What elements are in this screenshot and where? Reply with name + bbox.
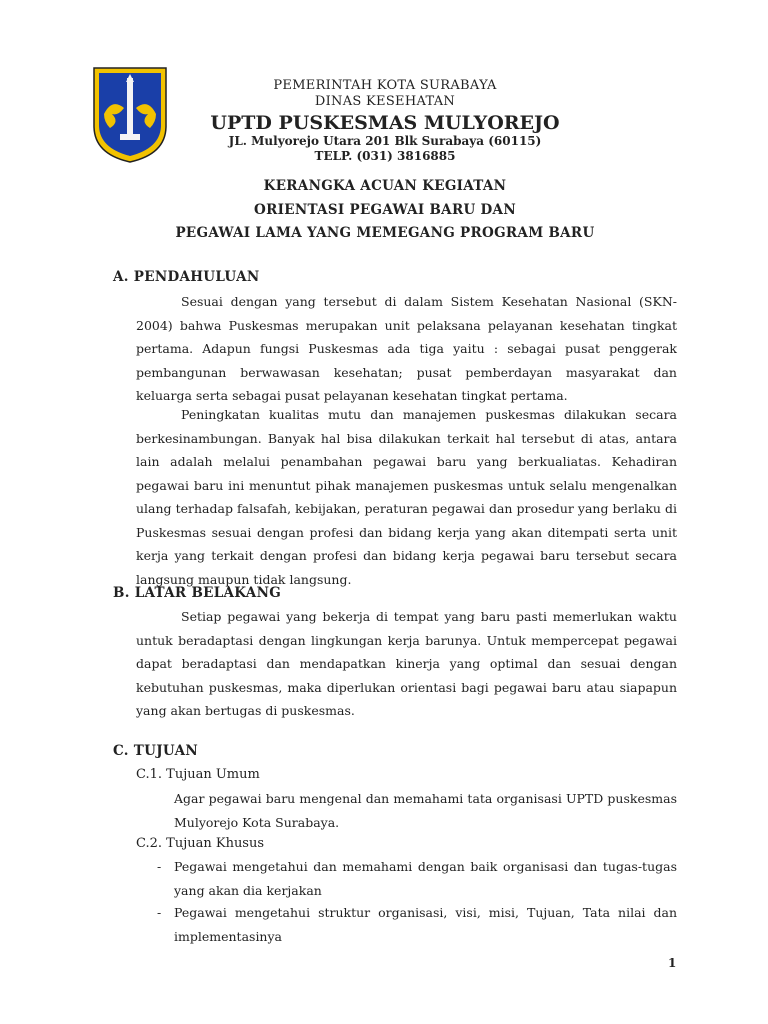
header-institution: UPTD PUSKESMAS MULYOREJO [210,112,560,134]
list-item-text: Pegawai mengetahui dan memahami dengan baik organisasi dan tugas-tugas yang akan dia kerjakan [174,859,677,898]
section-c1-label: C.1. Tujuan Umum [136,767,260,782]
list-item [157,901,677,948]
header-government: PEMERINTAH KOTA SURABAYA [273,78,497,93]
document-title-line3: PEGAWAI LAMA YANG MEMEGANG PROGRAM BARU [175,225,595,241]
list-item [157,855,677,902]
document-title-line1: KERANGKA ACUAN KEGIATAN [263,178,507,194]
surabaya-emblem-logo [90,64,170,164]
section-b-heading: B. LATAR BELAKANG [113,585,282,601]
document-title-line2: ORIENTASI PEGAWAI BARU DAN [254,202,516,218]
bullet-dash: - [157,905,162,920]
header-phone: TELP. (031) 3816885 [314,149,456,163]
page-number: 1 [668,956,677,970]
section-b-paragraph-1: Setiap pegawai yang bekerja di tempat yang baru pasti memerlukan waktu untuk beradaptasi dengan lingkungan kerja barunya. Untuk mempercepat pegawai dapat beradaptasi dan mendapatkan kinerja yang optimal dan sesuai dengan kebutuhan puskesmas, maka diperlukan orientasi bagi pegawai baru atau siapapun yang akan bertugas di puskesmas. [136,609,677,718]
letterhead [200,78,570,164]
header-department: DINAS KESEHATAN [314,94,456,109]
list-item-text: Pegawai mengetahui struktur organisasi, visi, misi, Tujuan, Tata nilai dan implementasinya [174,905,677,944]
section-c-heading: C. TUJUAN [113,743,198,759]
section-c2-label: C.2. Tujuan Khusus [136,836,265,851]
section-c1-text: Agar pegawai baru mengenal dan memahami tata organisasi UPTD puskesmas Mulyorejo Kota Surabaya. [174,791,677,830]
bullet-dash: - [157,859,162,874]
section-a-paragraph-2: Peningkatan kualitas mutu dan manajemen puskesmas dilakukan secara berkesinambungan. Banyak hal bisa dilakukan terkait hal tersebut di atas, antara lain adalah melalui penambahan pegawai baru yang berkualiatas. Kehadiran pegawai baru ini menuntut pihak manajemen puskesmas untuk selalu mengenalkan ulang terhadap falsafah, kebijakan, peraturan pegawai dan prosedur yang berlaku di Puskesmas sesuai dengan profesi dan bidang kerja yang akan ditempati serta unit kerja yang terkait dengan profesi dan bidang kerja pegawai baru tersebut secara langsung maupun tidak langsung. [136,407,677,587]
section-a-heading: A. PENDAHULUAN [113,269,260,285]
section-a-paragraph-1: Sesuai dengan yang tersebut di dalam Sistem Kesehatan Nasional (SKN-2004) bahwa Puskesmas merupakan unit pelaksana pelayanan kesehatan tingkat pertama. Adapun fungsi Puskesmas ada tiga yaitu : sebagai pusat penggerak pembangunan berwawasan kesehatan; pusat pemberdayan masyarakat dan keluarga serta sebagai pusat pelayanan kesehatan tingkat pertama. [136,294,677,403]
header-address: JL. Mulyorejo Utara 201 Blk Surabaya (60115) [228,134,542,148]
